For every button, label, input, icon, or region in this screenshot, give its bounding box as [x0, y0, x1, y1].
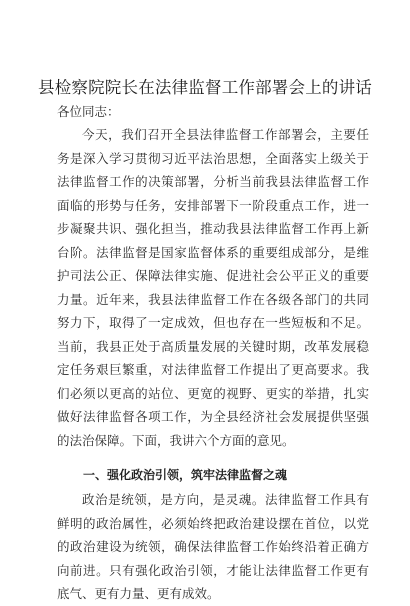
salutation: 各位同志： — [57, 104, 120, 119]
section-heading: 一、强化政治引领，筑牢法律监督之魂 — [83, 468, 288, 482]
document-title: 县检察院院长在法律监督工作部署会上的讲话 — [38, 78, 372, 97]
section-paragraph: 政治是统领，是方向，是灵魂。法律监督工作具有鲜明的政治属性，必须始终把政治建设摆在首位，以党的政治建设为统领，确保法律监督工作始终沿着正确方向前进。只有强化政治引领，才能让法律监督工作更有底气、更有力量、更有成效。 — [57, 492, 369, 601]
opening-paragraph: 今天，我们召开全县法律监督工作部署会，主要任务是深入学习贯彻习近平法治思想，全面落实上级关于法律监督工作的决策部署，分析当前我县法律监督工作面临的形势与任务，安排部署下一阶段重点工作，进一步凝聚共识、强化担当，推动我县法律监督工作再上新台阶。法律监督是国家监督体系的重要组成部分，是维护司法公正、保障法律实施、促进社会公平正义的重要力量。近年来，我县法律监督工作在各级各部门的共同努力下，取得了一定成效，但也存在一些短板和不足。当前，我县正处于高质量发展的关键时期，改革发展稳定任务艰巨繁重，对法律监督工作提出了更高要求。我们必须以更高的站位、更宽的视野、更实的举措，扎实做好法律监督各项工作，为全县经济社会发展提供坚强的法治保障。下面，我讲六个方面的意见。 — [57, 127, 369, 448]
